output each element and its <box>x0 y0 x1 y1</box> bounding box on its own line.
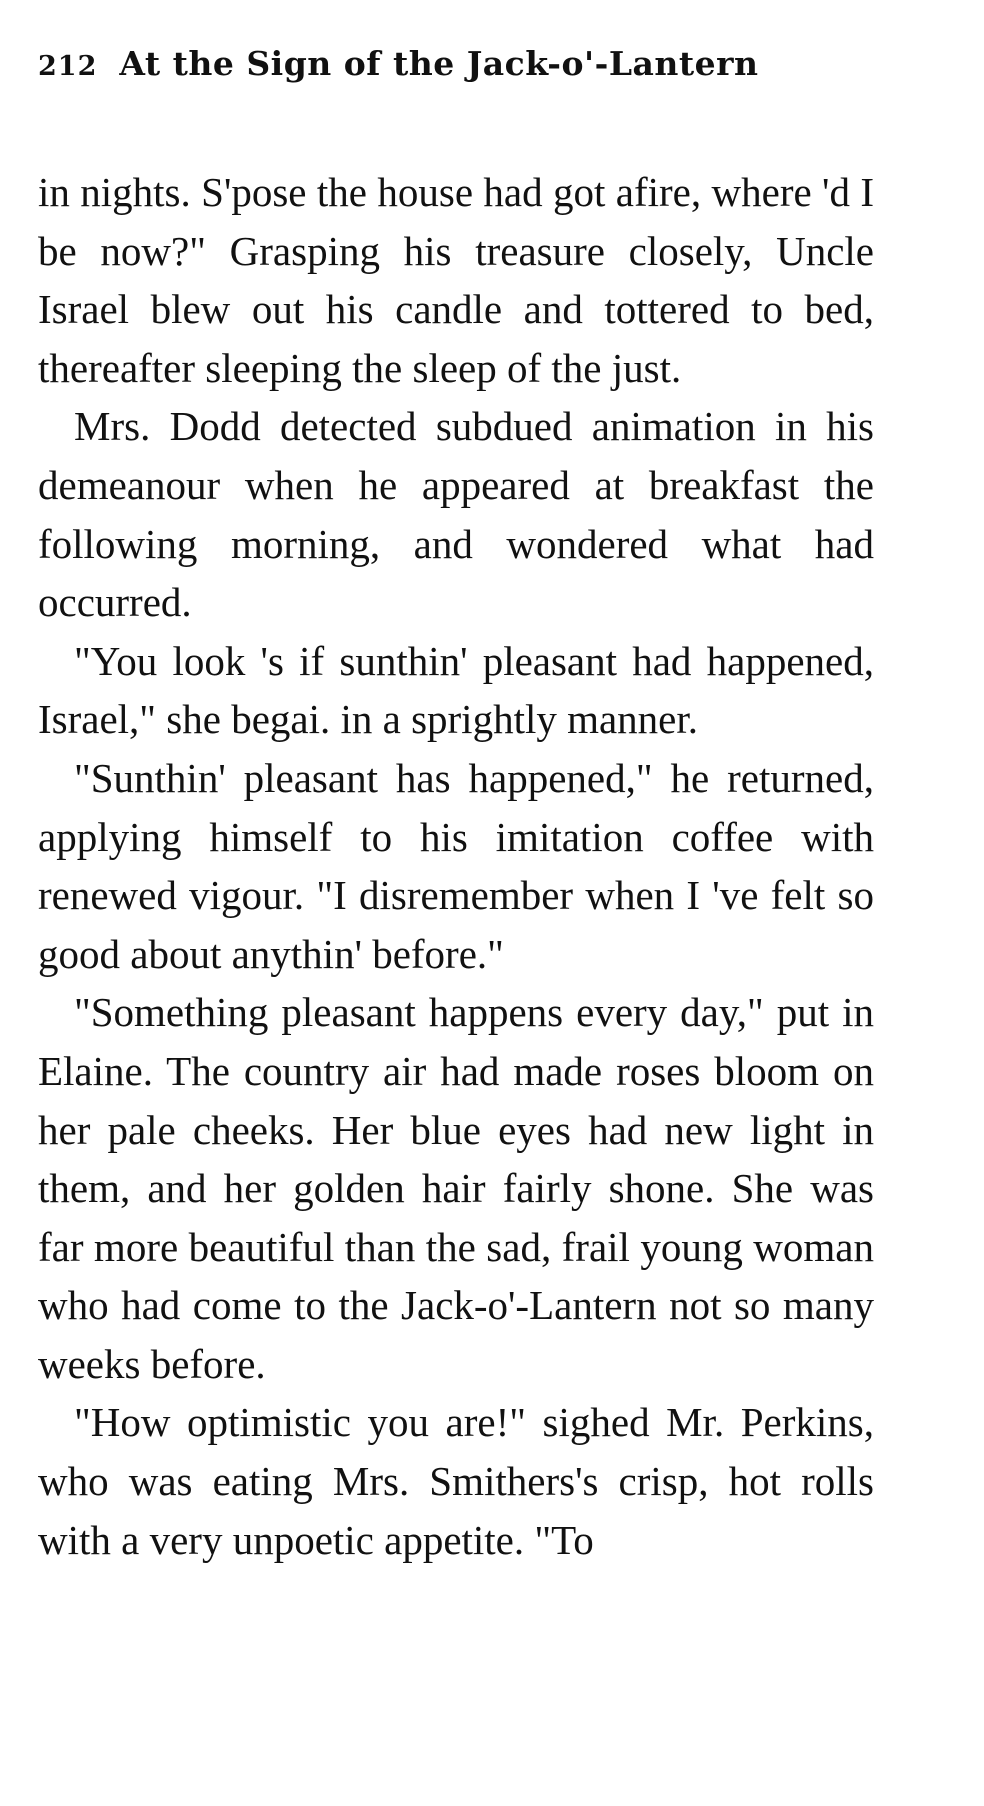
paragraph: "Something pleasant happens every day," put in Elaine. The country air had made roses bloom on her pale cheeks. Her blue eyes had new light in them, and her golden hair fairly shone. She was far more beautiful than the sad, frail young woman who had come to the Jack-o'-Lantern not so many weeks before. <box>38 989 874 1387</box>
running-title: At the Sign of the Jack-o'-Lantern <box>119 44 759 83</box>
running-head <box>38 44 759 104</box>
paragraph: Mrs. Dodd detected subdued animation in his demeanour when he appeared at breakfast the following morning, and wondered what had occurred. <box>38 403 874 626</box>
paragraph: "Sunthin' pleasant has happened," he returned, applying himself to his imitation coffee with renewed vigour. "I disremember when I 've felt so good about anythin' before." <box>38 754 874 977</box>
paragraph: "How optimistic you are!" sighed Mr. Perkins, who was eating Mrs. Smithers's crisp, hot rolls with a very unpoetic appetite. "To <box>38 1399 874 1563</box>
body-text <box>38 163 874 1569</box>
page-number: 212 <box>38 51 98 82</box>
paragraph-continued: in nights. S'pose the house had got afire, where 'd I be now?" Grasping his treasure closely, Uncle Israel blew out his candle and tottered to bed, thereafter sleeping the sleep of the just. <box>38 169 874 391</box>
paragraph: "You look 's if sunthin' pleasant had happened, Israel," she begai. in a sprightly manner. <box>38 637 874 743</box>
